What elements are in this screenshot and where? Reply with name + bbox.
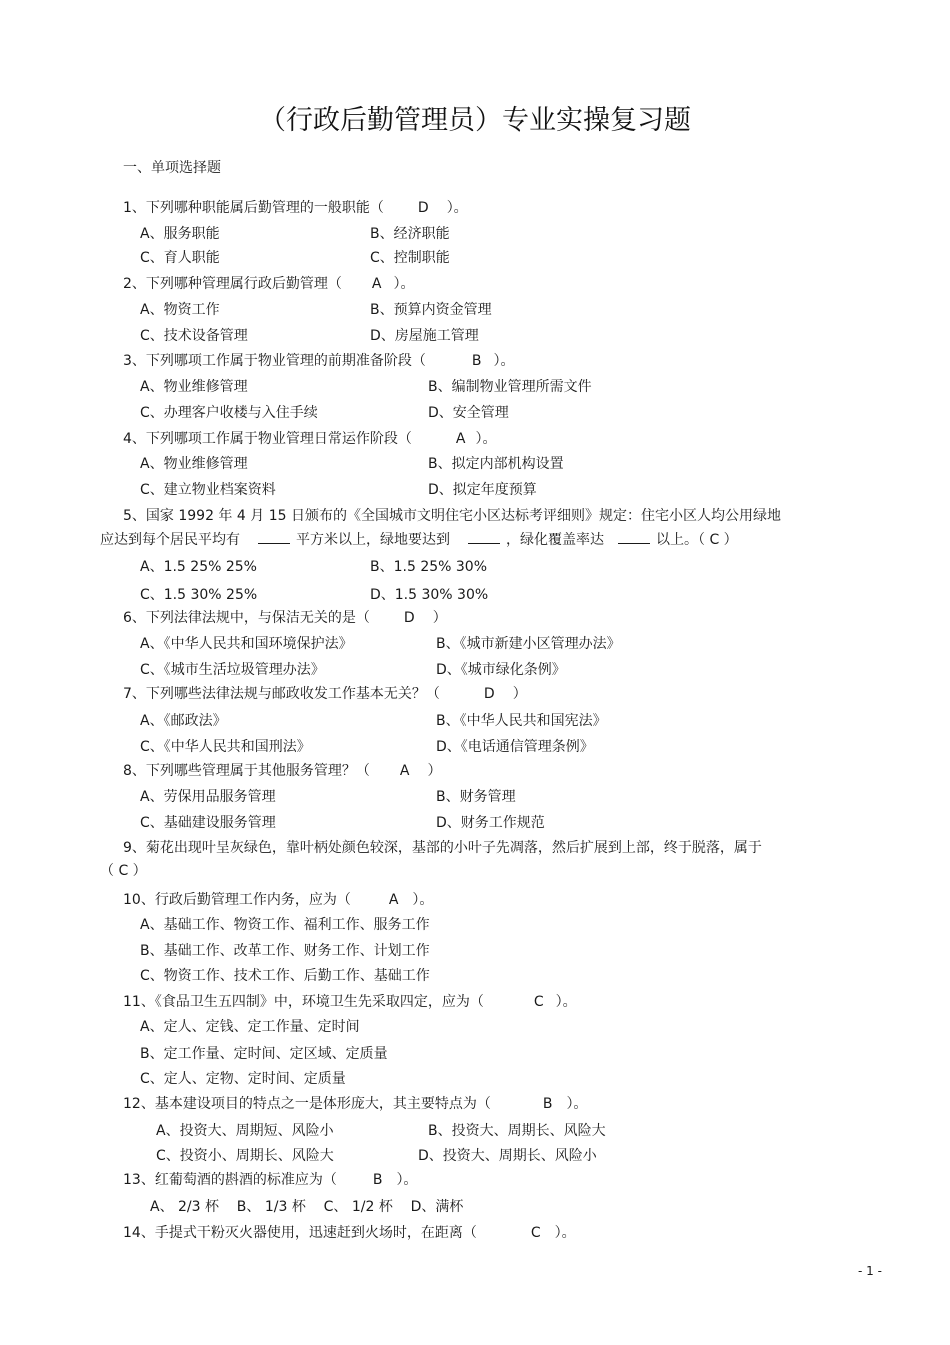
answer-11: C	[533, 994, 544, 1010]
answer-10: A	[388, 892, 399, 908]
answer-1: D	[417, 200, 429, 216]
question-7: 7、下列哪些法律法规与邮政收发工作基本无关？（ D ）	[123, 686, 527, 702]
question-10: 10、行政后勤管理工作内务，应为（ A ）。	[123, 892, 434, 908]
option-6a: A、《中华人民共和国环境保护法》	[140, 636, 353, 652]
question-1: 1、下列哪种职能属后勤管理的一般职能（ D ）。	[123, 200, 468, 216]
blank-2	[468, 529, 500, 544]
option-10b: B、基础工作、改革工作、财务工作、计划工作	[140, 943, 430, 959]
option-6b: B、《城市新建小区管理办法》	[436, 636, 621, 652]
option-7d: D、《电话通信管理条例》	[436, 739, 594, 755]
option-11a: A、定人、定钱、定工作量、定时间	[140, 1019, 360, 1035]
option-5d: D、1.5 30% 30%	[370, 587, 489, 603]
option-4a: A、物业维修管理	[140, 456, 248, 472]
option-12a: A、投资大、周期短、风险小	[156, 1123, 334, 1139]
option-7b: B、《中华人民共和国宪法》	[436, 713, 607, 729]
question-8: 8、下列哪些管理属于其他服务管理？（ A ）	[123, 763, 442, 779]
answer-14: C	[530, 1225, 541, 1241]
question-9-line-1: 9、菊花出现叶呈灰绿色，靠叶柄处颜色较深，基部的小叶子先凋落，然后扩展到上部，终于脱落，属于	[123, 840, 762, 856]
question-6: 6、下列法律法规中，与保洁无关的是（ D ）	[123, 610, 447, 626]
option-1b: B、经济职能	[370, 226, 450, 242]
question-13: 13、红葡萄酒的斟酒的标准应为（ B ）。	[123, 1172, 418, 1188]
option-3b: B、编制物业管理所需文件	[428, 379, 592, 395]
answer-13: B	[372, 1172, 383, 1188]
option-4c: C、建立物业档案资料	[140, 482, 276, 498]
option-2c: C、技术设备管理	[140, 328, 248, 344]
option-5a: A、1.5 25% 25%	[140, 559, 257, 575]
page-title: （行政后勤管理员）专业实操复习题	[259, 105, 691, 136]
blank-3	[618, 529, 650, 544]
option-10a: A、基础工作、物资工作、福利工作、服务工作	[140, 917, 430, 933]
option-6d: D、《城市绿化条例》	[436, 662, 566, 678]
page-number: - 1 -	[858, 1264, 882, 1278]
question-11: 11、《食品卫生五四制》中，环境卫生先采取四定，应为（ C ）。	[123, 994, 577, 1010]
section-heading: 一、单项选择题	[123, 160, 221, 176]
answer-12: B	[542, 1096, 553, 1112]
option-3a: A、物业维修管理	[140, 379, 248, 395]
option-10c: C、物资工作、技术工作、后勤工作、基础工作	[140, 968, 430, 984]
answer-8: A	[399, 763, 410, 779]
answer-7: D	[483, 686, 495, 702]
option-1c: C、育人职能	[140, 250, 220, 266]
option-3c: C、办理客户收楼与入住手续	[140, 405, 318, 421]
blank-1	[258, 529, 290, 544]
option-11c: C、定人、定物、定时间、定质量	[140, 1071, 346, 1087]
option-1d: C、控制职能	[370, 250, 450, 266]
question-9-line-2: （ C ）	[100, 863, 147, 879]
option-3d: D、安全管理	[428, 405, 509, 421]
answer-2: A	[371, 276, 382, 292]
option-2b: B、预算内资金管理	[370, 302, 492, 318]
question-14: 14、手提式干粉灭火器使用，迅速赶到火场时，在距离（ C ）。	[123, 1225, 576, 1241]
option-7c: C、《中华人民共和国刑法》	[140, 739, 311, 755]
option-6c: C、《城市生活垃圾管理办法》	[140, 662, 325, 678]
answer-3: B	[471, 353, 482, 369]
option-4b: B、拟定内部机构设置	[428, 456, 564, 472]
option-7a: A、《邮政法》	[140, 713, 227, 729]
option-1a: A、服务职能	[140, 226, 220, 242]
options-13: A、 2/3 杯 B、 1/3 杯 C、 1/2 杯 D、满杯	[150, 1199, 464, 1215]
option-5b: B、1.5 25% 30%	[370, 559, 488, 575]
option-12c: C、投资小、周期长、风险大	[156, 1148, 334, 1164]
option-5c: C、1.5 30% 25%	[140, 587, 258, 603]
option-8b: B、财务管理	[436, 789, 516, 805]
option-8d: D、财务工作规范	[436, 815, 545, 831]
option-8c: C、基础建设服务管理	[140, 815, 276, 831]
question-12: 12、基本建设项目的特点之一是体形庞大，其主要特点为（ B ）。	[123, 1096, 588, 1112]
answer-4: A	[455, 431, 466, 447]
option-12b: B、投资大、周期长、风险大	[428, 1123, 606, 1139]
option-2a: A、物资工作	[140, 302, 220, 318]
answer-6: D	[403, 610, 415, 626]
question-2: 2、下列哪种管理属行政后勤管理（ A ）。	[123, 276, 415, 292]
question-4: 4、下列哪项工作属于物业管理日常运作阶段（ A ）。	[123, 431, 497, 447]
option-2d: D、房屋施工管理	[370, 328, 479, 344]
option-12d: D、投资大、周期长、风险小	[418, 1148, 597, 1164]
question-3: 3、下列哪项工作属于物业管理的前期准备阶段（ B ）。	[123, 353, 515, 369]
option-11b: B、定工作量、定时间、定区域、定质量	[140, 1046, 388, 1062]
option-4d: D、拟定年度预算	[428, 482, 537, 498]
question-5-line-2: 应达到每个居民平均有 平方米以上，绿地要达到 ，绿化覆盖率达 以上。（ C ）	[100, 529, 738, 550]
question-5-line-1: 5、国家 1992 年 4 月 15 日颁布的《全国城市文明住宅小区达标考评细则》规定：住宅小区人均公用绿地	[123, 508, 781, 524]
option-8a: A、劳保用品服务管理	[140, 789, 276, 805]
